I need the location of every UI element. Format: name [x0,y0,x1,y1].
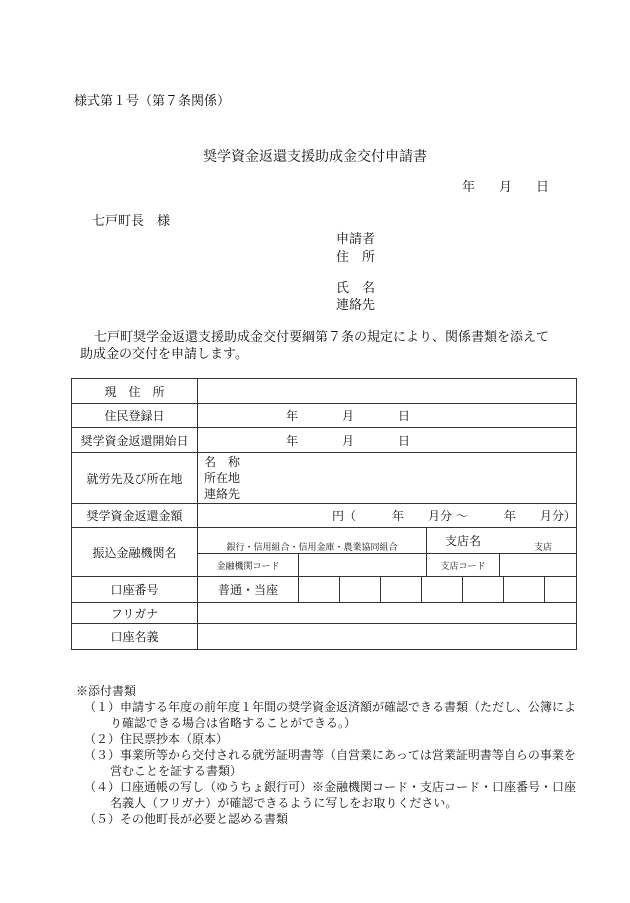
account-digit[interactable] [422,577,463,602]
applicant-address-label: 住 所 [336,250,376,265]
account-digit[interactable] [463,577,504,602]
date-line [462,181,549,194]
date-month: 月 [499,180,513,195]
rep-month: 月 [342,433,355,448]
account-digit[interactable] [299,577,340,602]
note-item: 営むことを証する書類） [110,764,243,778]
account-holder-label: 口座名義 [72,624,198,650]
furigana-label: フリガナ [72,603,198,624]
applicant-label: 申請者 [336,232,376,247]
note-item: （３）事業所等から交付される就労証明書等（自営業にあっては営業証明書等自らの事業を [84,748,576,762]
note-item: 名義人（フリガナ）が確認できるように写しをお取りください。 [110,796,458,810]
branch-code-label: 支店コード [427,554,500,576]
branch-code-field[interactable] [500,554,576,576]
application-paragraph: 七戸町奨学金返還支援助成金交付要綱第７条の規定により、関係書類を添えて助成金の交付を申請します。 [80,330,550,362]
bank-field [198,528,577,577]
registration-date-label: 住民登録日 [72,404,198,428]
bank-code-label: 金融機関コード [198,554,299,576]
rep-year: 年 [286,433,299,448]
reg-year: 年 [286,409,299,423]
account-digit[interactable] [381,577,422,602]
note-item: （１）申請する年度の前年度１年間の奨学資金返済額が確認できる書類（ただし、公簿によ [84,700,577,714]
employer-name-label: 名 称 [204,455,241,469]
account-digit[interactable] [545,577,576,602]
furigana-field[interactable] [198,603,577,624]
reg-day: 日 [398,409,411,423]
bank-label: 振込金融機関名 [72,528,198,577]
account-number-field [198,577,577,603]
account-number-label: 口座番号 [72,577,198,603]
employer-contact-label: 連絡先 [204,487,241,501]
account-type[interactable]: 普通・当座 [198,577,299,602]
note-item: り確認できる場合は省略することができる。） [110,716,357,730]
branch-name-label: 支店名 [444,534,481,548]
note-item: （４）口座通帳の写し（ゆうちょ銀行可）※金融機関コード・支店コード・口座番号・口座 [84,780,577,794]
account-digit[interactable] [504,577,545,602]
repayment-start-label: 奨学資金返還開始日 [72,428,198,453]
form-number: 様式第１号（第７条関係） [74,94,231,109]
notes-header: ※添付書類 [76,684,137,698]
current-address-label: 現 住 所 [72,379,198,404]
bank-code-field[interactable] [299,554,426,576]
account-digit[interactable] [340,577,381,602]
attachments-notes [76,683,577,827]
current-address-field[interactable] [198,379,577,404]
branch-name-field[interactable]: 支店 [533,543,552,553]
document-title: 奨学資金返還支援助成金交付申請書 [203,149,427,165]
account-holder-field[interactable] [198,624,577,650]
addressee: 七戸町長 様 [92,214,171,229]
applicant-contact-label: 連絡先 [336,298,376,313]
date-day: 日 [536,180,550,195]
employer-label: 就労先及び所在地 [72,453,198,504]
application-table [71,378,577,650]
bank-types[interactable]: 銀行・信用組合・信用金庫・農業協同組合 [198,528,426,554]
employer-location-label: 所在地 [204,471,241,485]
amount-label: 奨学資金返還金額 [72,504,198,528]
reg-month: 月 [342,409,355,423]
note-item: （５）その他町長が必要と認める書類 [84,812,289,826]
date-year: 年 [462,180,476,195]
applicant-name-label: 氏 名 [336,281,376,296]
repayment-start-field[interactable] [198,428,577,453]
amount-field[interactable]: 円（ 年 月分 ～ 年 月分） [198,504,577,528]
employer-field[interactable] [198,453,577,504]
registration-date-field[interactable] [198,404,577,428]
note-item: （２）住民票抄本（原本） [84,732,229,746]
rep-day: 日 [398,433,411,448]
